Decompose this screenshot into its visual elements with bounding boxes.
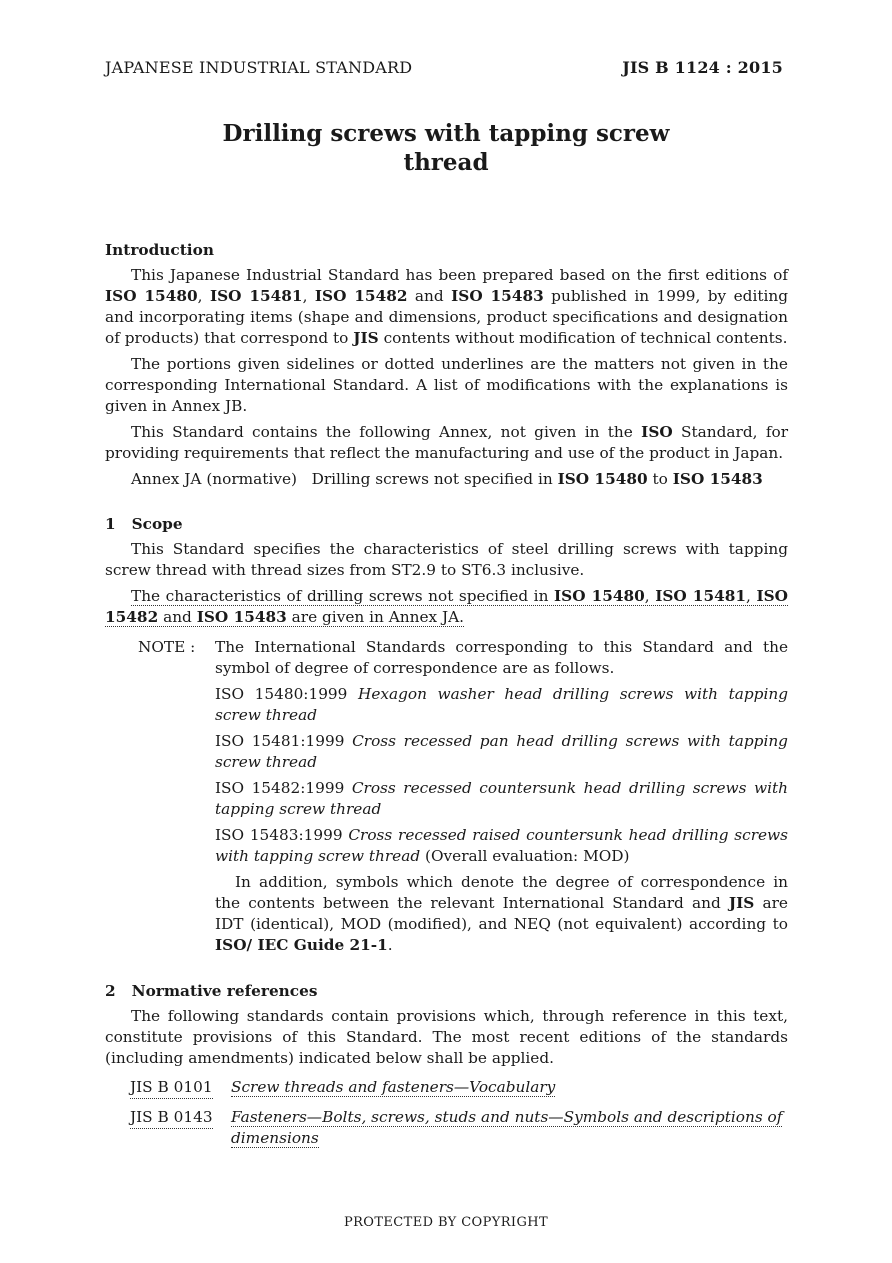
normative-references-paragraph: The following standards contain provisions which, through reference in this text, constitute provisions of this Standard. The most recent editions of the standards (including amendments) indicated below shall be applied.: [105, 1007, 788, 1067]
scope-heading: 1 Scope: [105, 515, 183, 533]
normative-references-section: [105, 981, 788, 1069]
scope-paragraph-2: The characteristics of drilling screws not specified in ISO 15480, ISO 15481, ISO 15482 and ISO 15483 are given in Annex JA.: [105, 587, 788, 626]
title-line-2: thread: [403, 149, 489, 176]
scope-section: [105, 514, 788, 628]
introduction-heading: Introduction: [105, 241, 214, 259]
scope-paragraph-1: This Standard specifies the characteristics of steel drilling screws with tapping screw thread with thread sizes from ST2.9 to ST6.3 inclusive.: [105, 540, 788, 579]
note-intro: The International Standards corresponding to this Standard and the symbol of degree of correspondence are as follows.: [215, 638, 788, 677]
intro-paragraph-3: This Standard contains the following Annex, not given in the ISO Standard, for providing requirements that reflect the manufacturing and use of the product in Japan.: [105, 423, 789, 462]
note-reference-iso-15482: ISO 15482:1999 Cross recessed countersunk head drilling screws with tapping screw thread: [215, 779, 788, 818]
title-line-1: Drilling screws with tapping screw: [222, 120, 670, 147]
reference-title: Fasteners—Bolts, screws, studs and nuts—Symbols and descriptions of dimensions: [231, 1108, 783, 1147]
document-title: [0, 119, 892, 177]
note-reference-iso-15481: ISO 15481:1999 Cross recessed pan head drilling screws with tapping screw thread: [215, 732, 788, 771]
note-correspondence-paragraph: In addition, symbols which denote the degree of correspondence in the contents between the relevant International Standard and JIS are IDT (identical), MOD (modified), and NEQ (not equivalent) according to ISO/ IEC Guide 21-1.: [215, 873, 788, 954]
reference-title: Screw threads and fasteners—Vocabulary: [231, 1078, 556, 1096]
intro-paragraph-2: The portions given sidelines or dotted underlines are the matters not given in the corresponding International Standard. A list of modifications with the explanations is given in Annex JB.: [105, 355, 788, 415]
normative-references-heading: 2 Normative references: [105, 982, 318, 1000]
intro-annex-line: Annex JA (normative) Drilling screws not specified in ISO 15480 to ISO 15483: [131, 470, 763, 488]
header-standard-name: JAPANESE INDUSTRIAL STANDARD: [105, 58, 413, 77]
note-label: NOTE :: [138, 638, 196, 656]
introduction-section: [105, 240, 788, 490]
reference-code: JIS B 0101: [130, 1077, 213, 1099]
reference-code: JIS B 0143: [130, 1107, 213, 1129]
note-reference-iso-15480: ISO 15480:1999 Hexagon washer head drilling screws with tapping screw thread: [215, 685, 788, 724]
intro-paragraph-1: This Japanese Industrial Standard has been prepared based on the first editions of ISO 15480, ISO 15481, ISO 15482 and ISO 15483 published in 1999, by editing and incorporating items (shape and dimensions, product specifications and designation of products) that correspond to JIS contents without modification of technical contents.: [105, 266, 789, 347]
note-reference-iso-15483: ISO 15483:1999 Cross recessed raised countersunk head drilling screws with tapping screw thread (Overall evaluation: MOD): [215, 826, 788, 865]
note-body: [215, 637, 788, 956]
header-standard-number: JIS B 1124 : 2015: [622, 58, 783, 77]
copyright-footer: PROTECTED BY COPYRIGHT: [343, 1215, 549, 1230]
